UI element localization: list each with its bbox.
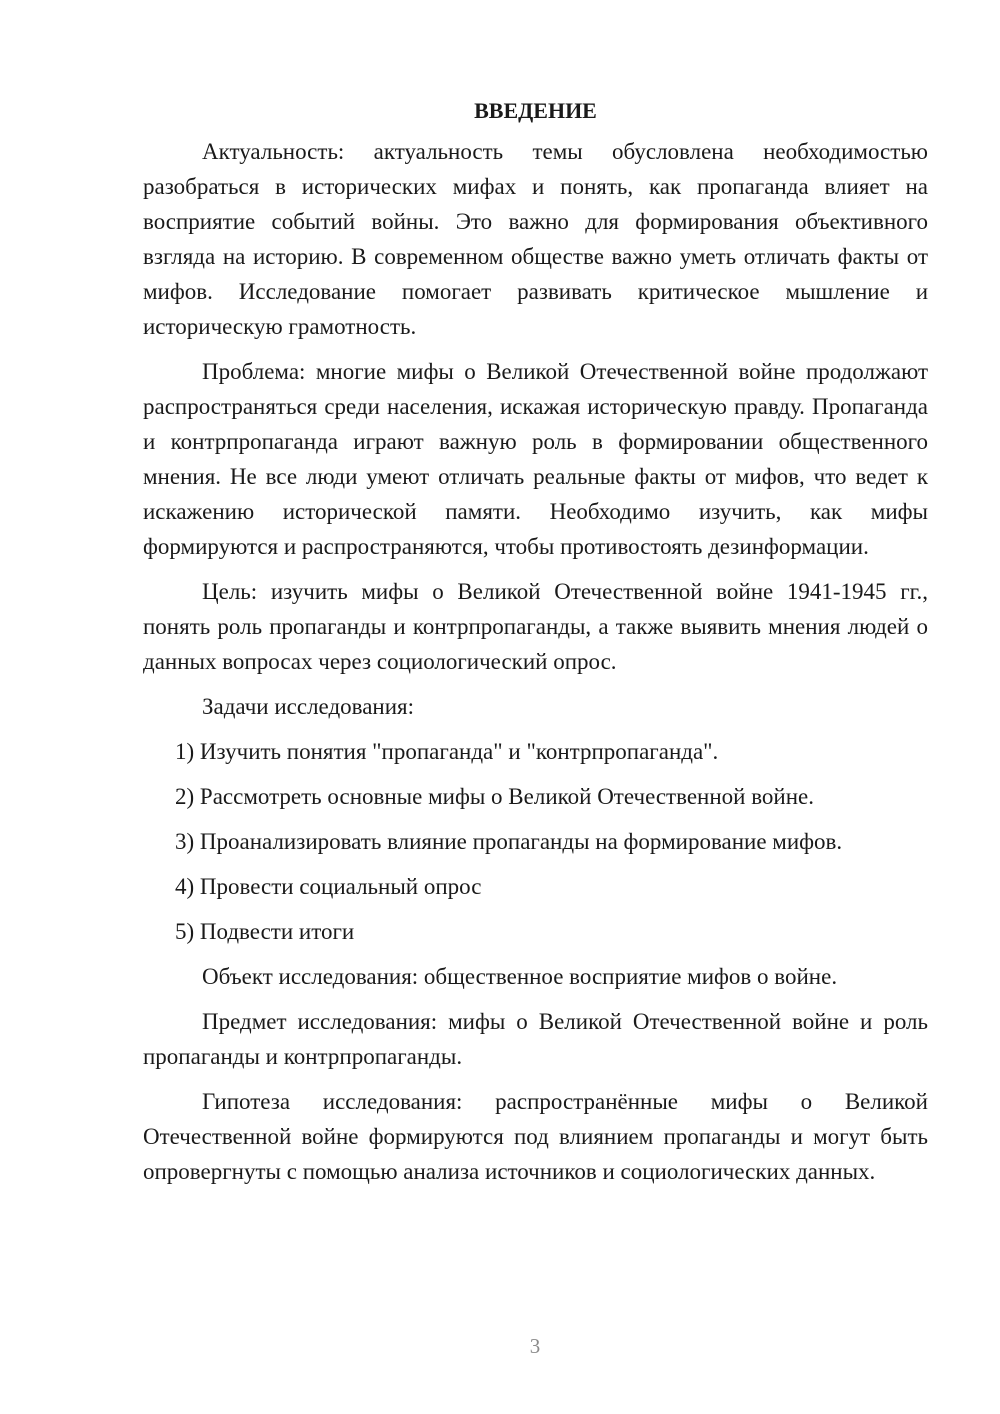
tasks-title: Задачи исследования: bbox=[202, 694, 415, 719]
paragraph-goal: Цель: изучить мифы о Великой Отечественной войне 1941-1945 гг., понять роль пропаганды и контрпропаганды, а также выявить мнения людей о данных вопросах через социологический опрос. bbox=[143, 579, 928, 674]
paragraph-problem: Проблема: многие мифы о Великой Отечественной войне продолжают распространяться среди населения, искажая историческую правду. Пропаганда и контрпропаганда играют важную роль в формировании общественного мнения. Не все люди умеют отличать реальные факты от мифов, что ведет к искажению исторической памяти. Необходимо изучить, как мифы формируются и распространяются, чтобы противостоять дезинформации. bbox=[143, 359, 928, 559]
task-item: 5) Подвести итоги bbox=[175, 919, 355, 944]
paragraph-relevance: Актуальность: актуальность темы обусловлена необходимостью разобраться в исторических мифах и понять, как пропаганда влияет на восприятие событий войны. Это важно для формирования объективного взгляда на историю. В современном обществе важно уметь отличать факты от мифов. Исследование помогает развивать критическое мышление и историческую грамотность. bbox=[143, 139, 928, 339]
task-item: 2) Рассмотреть основные мифы о Великой Отечественной войне. bbox=[175, 784, 814, 809]
page-number: 3 bbox=[529, 1334, 541, 1358]
paragraph-subject: Предмет исследования: мифы о Великой Отечественной войне и роль пропаганды и контрпропаганды. bbox=[143, 1009, 928, 1069]
paragraph-hypothesis: Гипотеза исследования: распространённые мифы о Великой Отечественной войне формируются под влиянием пропаганды и могут быть опровергнуты с помощью анализа источников и социологических данных. bbox=[143, 1089, 928, 1184]
task-item: 1) Изучить понятия "пропаганда" и "контрпропаганда". bbox=[175, 739, 719, 764]
page-heading: ВВЕДЕНИЕ bbox=[474, 98, 597, 123]
task-list bbox=[143, 734, 928, 949]
task-item: 3) Проанализировать влияние пропаганды на формирование мифов. bbox=[175, 829, 843, 854]
paragraph-object: Объект исследования: общественное восприятие мифов о войне. bbox=[202, 964, 838, 989]
task-item: 4) Провести социальный опрос bbox=[175, 874, 482, 899]
page-content bbox=[143, 96, 928, 1199]
